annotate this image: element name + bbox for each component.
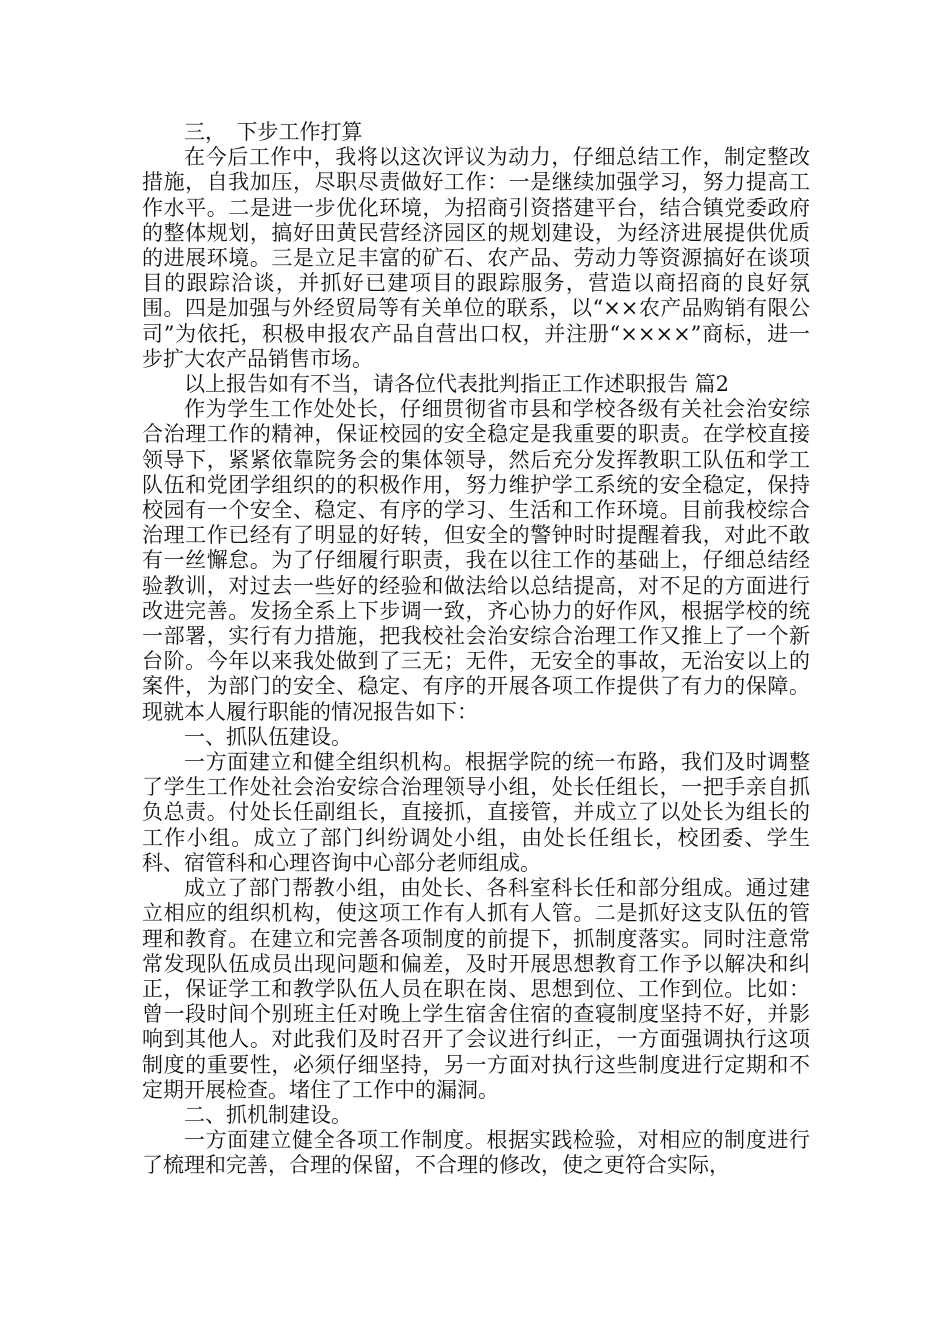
paragraph-intro-student-affairs: 作为学生工作处处长，仔细贯彻省市县和学校各级有关社会治安综合治理工作的精神，保证校园的安全稳定是我重要的职责。在学校直接领导下，紧紧依靠院务会的集体领导，然后充分发挥教职工队伍和学工队伍和党团学组织的的积极作用，努力维护学工系统的安全稳定，保持校园有一个安全、稳定、有序的学习、生活和工作环境。目前我校综合治理工作已经有了明显的好转，但安全的警钟时时提醒着我，对此不敢有一丝懈怠。为了仔细履行职责，我在以往工作的基础上，仔细总结经验教训，对过去一些好的经验和做法给以总结提高，对不足的方面进行改进完善。发扬全系上下步调一致，齐心协力的好作风，根据学校的统一部署，实行有力措施，把我校社会治安综合治理工作又推上了一个新台阶。今年以来我处做到了三无；无件，无安全的事故，无治安以上的案件，为部门的安全、稳定、有序的开展各项工作提供了有力的保障。现就本人履行职能的情况报告如下： xyxy=(142,397,810,724)
paragraph-report-closing: 以上报告如有不当，请各位代表批判指正工作述职报告 篇2 xyxy=(184,372,730,397)
section-heading-mechanism: 二、抓机制建设。 xyxy=(184,1102,352,1127)
paragraph-rules: 一方面建立健全各项工作制度。根据实践检验，对相应的制度进行了梳理和完善，合理的保留，不合理的修改，使之更符合实际， xyxy=(142,1128,810,1178)
paragraph-organization: 一方面建立和健全组织机构。根据学院的统一布路，我们及时调整了学生工作处社会治安综合治理领导小组，处长任组长，一把手亲自抓负总责。付处长任副组长，直接抓，直接管，并成立了以处长为组长的工作小组。成立了部门纠纷调处小组，由处长任组长，校团委、学生科、宿管科和心理咨询中心部分老师组成。 xyxy=(142,750,810,875)
paragraph-future-work: 在今后工作中，我将以这次评议为动力，仔细总结工作，制定整改措施，自我加压，尽职尽责做好工作：一是继续加强学习，努力提高工作水平。二是进一步优化环境，为招商引资搭建平台，结合镇党委政府的整体规划，搞好田黄民营经济园区的规划建设，为经济进展提供优质的进展环境。三是立足丰富的矿石、农产品、劳动力等资源搞好在谈项目的跟踪洽谈，并抓好已建项目的跟踪服务，营造以商招商的良好氛围。四是加强与外经贸局等有关单位的联系，以“××农产品购销有限公司”为依托，积极申报农产品自营出口权，并注册“××××”商标，进一步扩大农产品销售市场。 xyxy=(142,145,810,371)
section-heading-next-steps: 三， 下步工作打算 xyxy=(184,120,363,144)
section-heading-team-building: 一、抓队伍建设。 xyxy=(184,724,352,749)
document-body xyxy=(142,120,810,1179)
paragraph-help-team: 成立了部门帮教小组，由处长、各科室科长任和部分组成。通过建立相应的组织机构，使这项工作有人抓有人管。二是抓好这支队伍的管理和教育。在建立和完善各项制度的前提下，抓制度落实。同时注意常常发现队伍成员出现问题和偏差，及时开展思想教育工作予以解决和纠正，保证学工和教学队伍人员在职在岗、思想到位、工作到位。比如：曾一段时间个别班主任对晚上学生宿舍住宿的查寝制度坚持不好，并影响到其他人。对此我们及时召开了会议进行纠正，一方面强调执行这项制度的重要性，必须仔细坚持，另一方面对执行这些制度进行定期和不定期开展检查。堵住了工作中的漏洞。 xyxy=(142,876,810,1102)
